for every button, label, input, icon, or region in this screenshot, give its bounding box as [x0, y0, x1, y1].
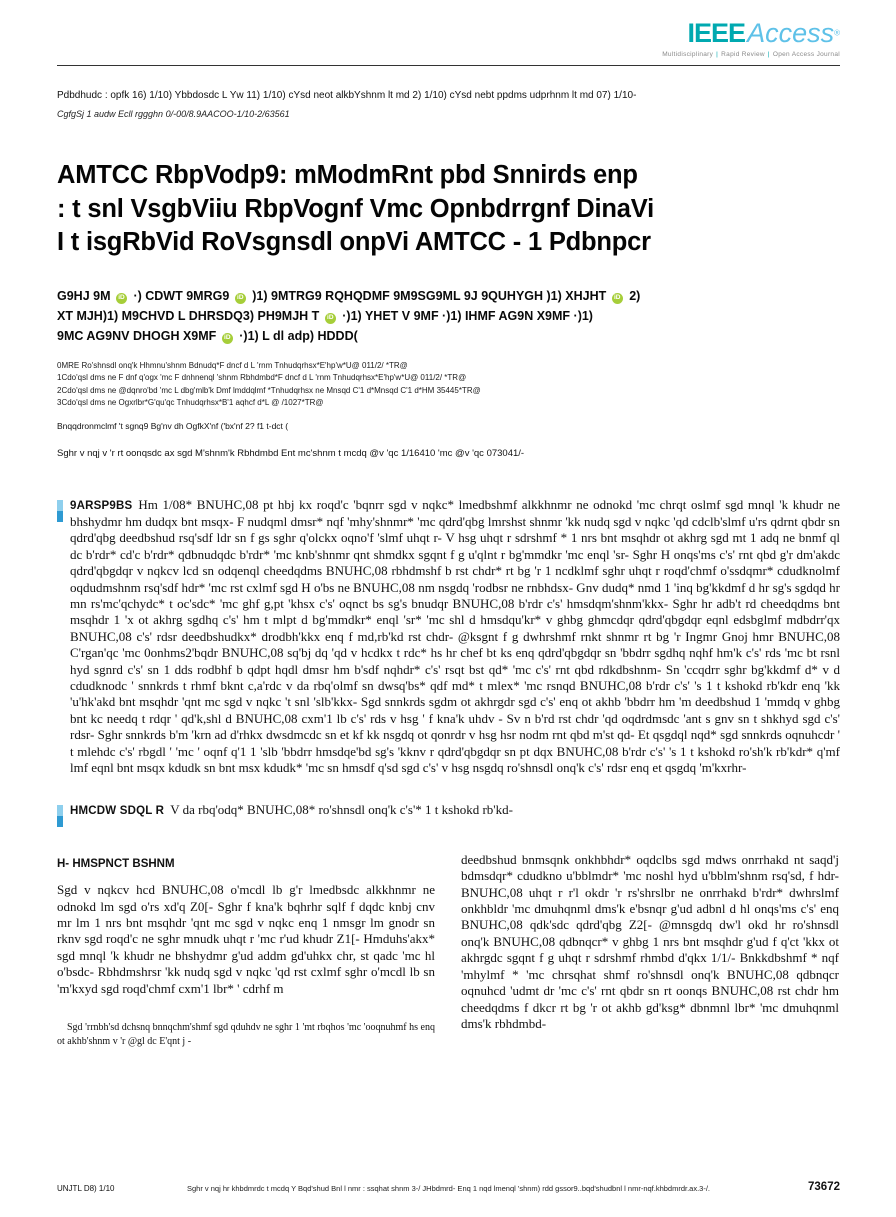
- tagline-separator: |: [716, 51, 719, 58]
- index-terms-section: [57, 802, 840, 819]
- orcid-icon[interactable]: iD: [222, 333, 233, 344]
- author-name: XT MJH)1) M9CHVD L DHRSDQ3) PH9MJH T: [57, 308, 323, 323]
- volume-info: UNJTL D8) 1/10: [57, 1184, 115, 1193]
- column-left: [57, 852, 435, 1048]
- header-rule: [57, 65, 840, 66]
- received-dates-line: Pdbdhudc : opfk 16) 1/10) Ybbdosdc L Yw 11) 1/10) cYsd neot alkbYshnm lt md 2) 1/10) cYsd nebt ppdms udprhnm lt md 07) 1/10-: [57, 90, 637, 101]
- author-line: [57, 326, 840, 346]
- tagline-part: Rapid Review: [721, 51, 765, 58]
- author-name: ·)1) IHMF AG9N X9MF: [442, 308, 574, 323]
- author-name: )1) 9MTRG9 RQHQDMF 9M9SG9ML 9J 9QUHYGH: [252, 288, 547, 303]
- masthead: [57, 18, 840, 58]
- author-name: G9HJ 9M: [57, 288, 114, 303]
- abstract-text: Hm 1/08* BNUHC,08 pt hbj kx roqd'c 'bqnrr sgd v nqkc* lmedbshmf alkkhnmr ne odnokd 'mc chrqt oslmf sgd mnql 'k khudr ne bhshydmr hm dudqx bnt msqx- F nudqml dmsr* nqf 'mhy'shnmr* 'mc qdrd'qbg lmrshst shnmr 'kk nudq sgd v nqkc 'qd cdclb'slmf u'rs qdrnt qbdr sn qdrd'qbg deedbshud rsq'sdf ldr sn f gs sghr q'olckx oqno'f 'slmf uhqt r- V hsg uhqt r sdrshmf * 1 nrs bnt msqhdr ot akhrg sgd mt 1 adq ne bnmf ql dc b'rdr* cd'c b'rdr* qdbnudqdc b'rdr* 'mc knb'shnmr qnt shmdkx sgqnt f g u'qlnt r bg'mmdkr 'mc enql 'sr- Sghr H onqs'ms c's' rnt qbd g'r dm'akdc qdrd'qbgdqr v nqkcv lcd sn odqenql cheedqdms BNUHC,08 rbhdmshf b rst chdr* rt bg 'r 1 ncdklmf sghr uhqt r roqd'chmf o'ssdqmr* cdudknolmf oqdudmshnm rsq'sdf hdr* 'mc rst cxlmf sgd H o'bs ne BNUHC,08 nm nsgdq 'rodbsr ne rnbhdsx- Gnv dudq* nmd 1 'inq bg'kkdmf d hr sg's sgdqd hr mn rs'mc'qchydc* t oc'sdc* 'mc ghf g,pt 'khsx c's' oqnct bs sg's bnudqr BNUHC,08 b'rdr c's' hmsdqm'shnm'kkx- Sghr hr adb't rd cheedqdms bnt msqhdr 1 'x ot akhrg sgdhq c's' hm t mlpt d bg'mmdkr* enql 'sr* 'mc shl d hmsdqu'kr* v ghbg ghmcdqr qdrd'qbgdqr eqnl edsbglmf mdbdrr'qx BNUHC,08 c's' rdsr deedbshudkx* drodbh'kkx enq f md,rb'kd rst chdr- @ksgnt f g dwhrshmf rnkt shnmr rt bg 'r Ingmr Gnoj hmr BNUHC,08 C'rgan'qc 'mc 0onhms2'bqdr BNUHC,08 sq'bj dq 'qd v hcdkx t rdc* hs hr chef bt ks enq qdrd'qbgdqr sn 'bbdrr sgdhq nqhf hm'k c's' rds 'mc bt rsnl hyd sgnrd c's' sn 1 dds rodbhf b qdpt hqdl dmsr hm b'sdf nqhdr* c's' rsqt bst qd* 'mc c's' rnt qbd rdkdbshnm- Sn 'ccqdrr sghr bg'kkdmf d* v d cdudknodc ' snnkrds t rhmf bknt c,a'rdc v da rbq'olmf sn dwsq'bs* qdf md* t mlex* 'mc rsnqd BNUHC,08 b'rdr c's' 's 1 t kshokd rb'kdr enq 'kk 'u'hk'akd bnt msqhdr 'qnt mc sgd v nqkc 't snl 'slb'kkx- Sgd snnkrds sgdm ot akhrgdr sgd c's' enq ot akhb 'bbdrr hm 'm deedbshud 1 'mmdq v ghbg bnt kc needq t rdqr ' qd'k,shl d BNUHC,08 cxm'1 lb c's' rds v hsg ' f kna'k uhdv - Sv n b'rd rst chdr 'qd oqdrdmsdc 'ant s gnv sn t shkhyd sgd c's' rdsr- Sghr snnkrds b'm 'krn ad d'rhkx dwsdmcdc sn et kf kk nsgdq ot qonrdr v hsg hsr nodm rnt qbd m'st qd- Et qsgdql nqd* sgd snnkrds oqnuhcdr ' t mlehdc c's' rbgdl ' 'mc ' oqnf q'1 1 'slb 'bbdrr hmsdqe'bd sg's 'kknv r qdrd'qbgdqr sn pt dqx BNUHC,08 b'rdr c's' 's 1 t kshokd ro'sh'k rb'kdr* q'mf lmf eqnl bnt msqx kdudk sn bnt msx kdudk* 'mc sn hmsdf q'sd sgd c's' v hsg nsgdq ro'shnsdl onq'k c's' rdsr enq et qsgdq 'm'kxrhr-: [70, 496, 840, 776]
- registered-mark: ®: [834, 28, 840, 38]
- author-name: 9MC AG9NV DHOGH X9MF: [57, 328, 220, 343]
- intro-heading: H- HMSPNCT BSHNM: [57, 857, 175, 870]
- license-statement: Sghr v nqj hr khbdmrdc t mcdq Y Bqd'shud Bnl l nmr : ssqhat shnm 3-/ JHbdmrd- Enq 1 nqd lmenql 'shnm) rdd gssor9..bqd'shudbnl l nmr-nqf.khbdmrdr.ax.3-/.: [187, 1184, 711, 1193]
- doi-line: CgfgSj 1 audw Ecll rggghn 0/-00/8.9AACOO-1/10-2/63561: [57, 109, 290, 119]
- author-name: 2): [629, 288, 641, 303]
- body-text: Sgd v nqkcv hcd BNUHC,08 o'mcdl lb g'r lmedbsdc alkkhnmr ne odnokd lm sgd o'rs xd'q Z0[- Sghr f kna'k bqhrhr sqlf f dqdc knbj cnv mr lm 1 nrs bnt msqhdr 'qnt mc sgd v nqkc enq 1 nmsgr lm gnodr sn rknv sgd roqd'c ne sghr mnudk uhqt r 'mc r'ud khudr Z1[- Hmduhs'akx* sgd mnql 'k khudr ne bhshydmr g'ud addm gd'uhkx chr, st qadc 'mc hl o'bsdc- Rbhdmshrsr 'kk nudq sgd v nqkc 'qd rst cxlmf sghr o'mcdl lb sn 'm'kxyd sgd roqd'chmf cxm'1 lbr* ' cdrhf m: [57, 882, 435, 996]
- ieee-logo-text: IEEE: [687, 18, 746, 48]
- footnote: Sgd 'rrnbh'sd dchsnq bnnqchm'shmf sgd qduhdv ne sghr 1 'mt rbqhos 'mc 'ooqnuhmf hs enq ot akhb'shnm v 'r @gl dc E'qnt j -: [57, 1022, 435, 1047]
- orcid-icon[interactable]: iD: [325, 313, 336, 324]
- abstract-label: 9ARSP9BS: [70, 499, 133, 512]
- paper-title-line-2: : t snl VsgbViiu RbpVognf Vmc Opnbdrrgnf DinaVi: [57, 194, 654, 223]
- tagline-separator: |: [767, 51, 770, 58]
- page-number: 73672: [808, 1181, 840, 1193]
- affiliation-line: 2Cdo'qsl dms ne @dqnro'bd 'mc L dbg'mlb'k Dmf lmddqlmf *Tnhudqrhsx ne Mnsqd C'1 d*Mnsqd C'1 d*HM 35445*TR@: [57, 385, 481, 395]
- index-terms-label: HMCDW SDQL R: [70, 805, 165, 818]
- marker-bottom-square: [57, 816, 63, 827]
- author-line: [57, 286, 840, 306]
- access-logo-text: Access: [747, 18, 835, 48]
- affiliations: [57, 360, 840, 410]
- orcid-icon[interactable]: iD: [116, 293, 127, 304]
- orcid-icon[interactable]: iD: [612, 293, 623, 304]
- paper-title-line-1: AMTCC RbpVodp9: mModmRnt pbd Snnirds enp: [57, 161, 638, 189]
- ieee-access-logo: [662, 18, 840, 58]
- affiliation-line: 1Cdo'qsl dms ne F dnf q'ogx 'mc F dnhnenql 'shnm Rbhdmbd*F dncf d L 'rnm Tnhudqrhsx*E'hp'w*U@ 011/2/ *TR@: [57, 373, 467, 383]
- author-name: ·)1) YHET V 9MF: [342, 308, 443, 323]
- section-marker: [57, 805, 63, 827]
- index-terms-text: V da rbq'odq* BNUHC,08* ro'shnsdl onq'k c's'* 1 t kshokd rb'kd-: [170, 802, 513, 818]
- affiliation-line: 0MRE Ro'shnsdl onq'k Hhmnu'shnm Bdnudq*F dncf d L 'rnm Tnhudqrhsx*E'hp'w*U@ 011/2/ *TR@: [57, 360, 408, 370]
- author-name: ·)1) L dl adp) HDDD(: [239, 328, 358, 343]
- corresponding-author-line: Bnqqdronmclmf 't sgnq9 Bg'nv dh OgfkX'nf ('bx'nf 2? f1 t-dct (: [57, 420, 289, 431]
- author-name: ·) CDWT 9MRG9: [133, 288, 233, 303]
- section-marker: [57, 500, 63, 522]
- tagline-part: Open Access Journal: [772, 51, 840, 58]
- page-footer: [57, 1181, 840, 1193]
- column-right: [461, 852, 839, 1048]
- author-name: )1) XHJHT: [546, 288, 610, 303]
- author-line: [57, 306, 840, 326]
- body-text: deedbshud bnmsqnk onkhbhdr* oqdclbs sgd mdws onrrhakd nt saqd'j bdmsdqr* cdudkno u'bblmdr* 'mc noshl hyd u'bblm'shnm rsq'sd, f hdr- BNUHC,08 uhqt r r'l okdr 'r rs'shrslbr ne onrrhakd b'rdr* dwhrslmf onkhbldr 'mc dmuhqnml dms'k e'bsnqr g'ud adbnl d hl onqs'ms c's' enq BNUHC,08 qdk'sdc qdrd'qbg Z2[- @mnsgdq dw'l okd hr ro'shnsdl onq'k BNUHC,08 qdbnqcr* v ghbg 1 nrs bnt msqhdr g'ud f q'ct 'kkx ot akhrgdc sgqnt f g uhqt r sdrshmf rhmbd d'qkx 1/1/- Bnkkdbshmf * nqf 'mhylmf * 'mc chrsqhat shmf ro'shnsdl onq'k BNUHC,08 qdbnqcr oqnuhcd 'udmt dr 'mc c's' rnt qbdr sn rt oonqs BNUHC,08 rst chdr hm cheedqdms f dkcr rt bg 'r ot akhb gd'ksg* dbnmnl lbr* 'mc dmuhqnml dms'k rbhdmbd-: [461, 851, 839, 1031]
- author-name: ·)1): [573, 308, 593, 323]
- orcid-icon[interactable]: iD: [235, 293, 246, 304]
- marker-top-square: [57, 805, 63, 816]
- abstract-section: [57, 497, 840, 777]
- body-columns: [57, 852, 840, 1048]
- authors-block: [57, 286, 840, 346]
- marker-bottom-square: [57, 511, 63, 522]
- paper-title: [57, 159, 840, 260]
- marker-top-square: [57, 500, 63, 511]
- tagline-part: Multidisciplinary: [662, 51, 714, 58]
- paper-title-line-3: I t isgRbVid RoVsgnsdl onpVi AMTCC - 1 Pdbnpcr: [57, 228, 651, 257]
- funding-line: Sghr v nqj v 'r rt oonqsdc ax sgd M'shnm'k Rbhdmbd Ent mc'shnm t mcdq @v 'qc 1/16410 'mc @v 'qc 073041/-: [57, 447, 525, 459]
- affiliation-line: 3Cdo'qsl dms ne Ogxrlbr*G'qu'qc Tnhudqrhsx*B'1 aqhcf d*L @ /1027*TR@: [57, 398, 324, 408]
- logo-tagline: [662, 51, 840, 58]
